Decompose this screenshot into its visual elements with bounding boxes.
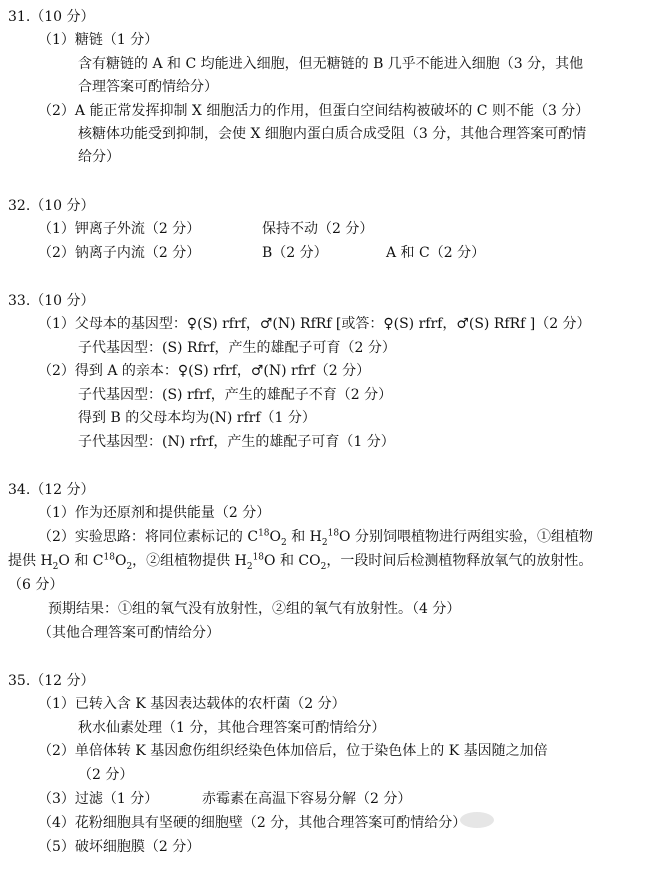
q35-line-5a: （3）过滤（1 分） [38,791,159,807]
q33-line-1: （1）父母本的基因型：♀(S) rfrf，♂(N) RfRf [或答：♀(S) rfrf，♂(S) RfRf ]（2 分） [38,316,591,332]
q35-line-7: （5）破坏细胞膜（2 分） [38,839,201,855]
q32-row2-col3: A 和 C（2 分） [386,245,486,261]
q31-line-1: （1）糖链（1 分） [38,32,159,48]
watermark-icon [458,810,496,830]
q34-line-5: 预期结果：①组的氧气没有放射性，②组的氧气有放射性。（4 分） [48,601,461,617]
q34-header: 34.（12 分） [8,482,95,498]
q32-header: 32.（10 分） [8,198,95,214]
q31-line-3: 合理答案可酌情给分） [78,79,218,95]
q35-line-1: （1）已转入含 K 基因表达载体的农杆菌（2 分） [38,696,346,712]
q33-line-6: 子代基因型：(N) rfrf，产生的雄配子可育（1 分） [78,434,395,450]
q31-line-5: 核糖体功能受到抑制，会使 X 细胞内蛋白质合成受阻（3 分，其他合理答案可酌情 [78,126,587,142]
q34-line-2: （2）实验思路：将同位素标记的 $C^{18}O_2$ 和 $H_2^{18}O$ 分别饲喂植物进行两组实验，①组植物 [38,528,593,548]
q35-line-3: （2）单倍体转 K 基因愈伤组织经染色体加倍后，位于染色体上的 K 基因随之加倍 [38,743,548,759]
q31-line-6: 给分） [78,149,120,165]
q32-row2-col1: （2）钠离子内流（2 分） [38,245,201,261]
q34-line-3: 提供 $H_2O$ 和 $C^{18}O_2$，②组植物提供 $H_2^{18}O$ 和 $CO_2$，一段时间后检测植物释放氧气的放射性。 [8,552,593,572]
q31-line-4: （2）A 能正常发挥抑制 X 细胞活力的作用，但蛋白空间结构被破坏的 C 则不能（3 分） [38,103,590,119]
q32-row1-col2: 保持不动（2 分） [262,221,374,237]
q35-header: 35.（12 分） [8,673,95,689]
q32-row2-col2: B（2 分） [262,245,328,261]
q35-line-6: （4）花粉细胞具有坚硬的细胞壁（2 分，其他合理答案可酌情给分） [38,815,467,831]
q34-line-4: （6 分） [8,577,64,593]
q33-line-5: 得到 B 的父母本均为(N) rfrf（1 分） [78,410,316,426]
q35-line-4: （2 分） [78,767,134,783]
q33-line-4: 子代基因型：(S) rfrf，产生的雄配子不育（2 分） [78,387,393,403]
q35-line-5b: 赤霉素在高温下容易分解（2 分） [202,791,412,807]
q34-line-1: （1）作为还原剂和提供能量（2 分） [38,505,271,521]
q34-line-6: （其他合理答案可酌情给分） [38,625,220,641]
q33-line-3: （2）得到 A 的亲本：♀(S) rfrf，♂(N) rfrf（2 分） [38,363,371,379]
q33-header: 33.（10 分） [8,293,95,309]
q31-line-2: 含有糖链的 A 和 C 均能进入细胞，但无糖链的 B 几乎不能进入细胞（3 分，其他 [78,56,584,72]
q31-header: 31.（10 分） [8,9,95,25]
q33-line-2: 子代基因型：(S) Rfrf，产生的雄配子可育（2 分） [78,340,396,356]
q35-line-2: 秋水仙素处理（1 分，其他合理答案可酌情给分） [78,720,386,736]
q32-row1-col1: （1）钾离子外流（2 分） [38,221,201,237]
